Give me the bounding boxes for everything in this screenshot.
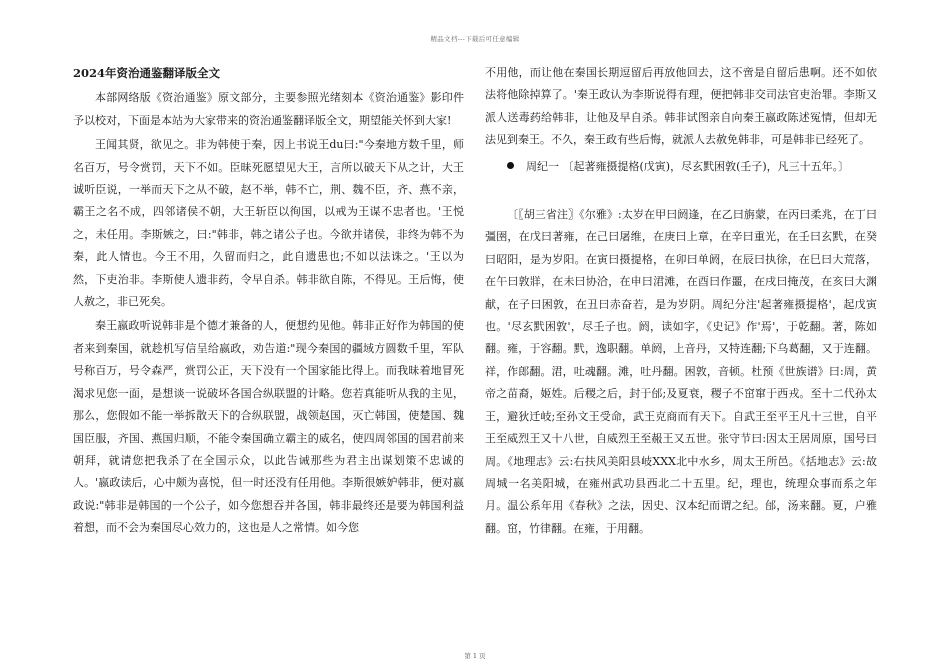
- translation-continued-paragraph: 不用他，而让他在秦国长期逗留后再放他回去，这不啻是自留后患啊。还不如依法将他除掉算了。'秦王政认为李斯说得有理，便把韩非交司法官吏治罪。李斯又派人送毒药给韩非，让他及早自杀。韩非试图亲自向秦王嬴政陈述冤情，但却无法见到秦王。不久，秦王政有些后悔，就派人去赦免韩非，可是韩非已经死了。: [485, 66, 877, 147]
- page-footer: 第 1 页: [464, 652, 486, 660]
- spacer: [485, 178, 877, 204]
- chapter-bullet: [485, 156, 877, 178]
- document-title: 2024年资治通鉴翻译版全文: [73, 66, 221, 80]
- left-column: [73, 62, 464, 540]
- original-text-paragraph: 王闻其贤，欲见之。非为韩使于秦，因上书说王du曰:"今秦地方数千里，师名百万，号令赏罚，天下不如。臣昧死愿望见大王，言所以破天下从之计，大王诚听臣说，一举而天下之从不破，赵不举，韩不亡，荆、魏不臣，齐、燕不亲，霸王之名不成，四邻诸侯不朝，大王斩臣以徇国，以戒为王谋不忠者也。'王悦之，未任用。李斯嫉之，曰:"韩非，韩之诸公子也。今欲并诸侯，非终为韩不为秦，此人情也。今王不用，久留而归之，此自遗患也;不如以法诛之。'王以为然，下吏治非。李斯使人遗非药，令早自杀。韩非欲自陈，不得见。王后悔，使人赦之，非已死矣。: [73, 138, 464, 309]
- page-header: 精品文档---下载后可任意编辑: [430, 35, 520, 43]
- translation-paragraph: 秦王嬴政听说韩非是个德才兼备的人，便想约见他。韩非正好作为韩国的使者来到秦国，就趁机写信呈给嬴政，劝告道:"现今秦国的疆域方圆数千里，军队号称百万，号令森严，赏罚公正，天下没有一个国家能比得上。而我昧着地冒死渴求见您一面，是想谈一说破坏各国合纵联盟的计略。您若真能听从我的主见，那么，您假如不能一举拆散天下的合纵联盟，战领赵国，灭亡韩国，使楚国、魏国臣服，齐国、燕国归顺，不能令秦国确立霸主的威名，使四周邻国的国君前来朝拜，就请您把我杀了在全国示众，以此告诫那些为君主出谋划策不忠诚的人。'嬴政读后，心中颇为喜悦，但一时还没有任用他。李斯很嫉妒韩非，便对嬴政说:"韩非是韩国的一个公子，如今您想吞并各国，韩非最终还是要为韩国利益着想，而不会为秦国尽心效力的，这也是人之常情。如今您: [73, 319, 464, 535]
- bullet-dot-icon: [507, 162, 514, 169]
- intro-paragraph: 本部网络版《资治通鉴》原文部分，主要参照光绪刻本《资治通鉴》影印件予以校对，下面是本站为大家带来的资治通鉴翻译版全文，期望能关怀到大家!: [73, 91, 464, 127]
- right-column: [485, 62, 877, 540]
- chapter-heading: 周纪一 〔起著雍摄提格(戊寅)，尽玄黓困敦(壬子)，凡三十五年。〕: [526, 159, 850, 173]
- annotation-paragraph: 〔〖胡三省注〗《尔雅》:太岁在甲曰阏逢，在乙曰旃蒙，在丙曰柔兆，在丁曰彊圉，在戊曰著雍，在己曰屠维，在庚曰上章，在辛曰重光，在壬曰玄黓，在癸曰昭阳，是为岁阳。在寅曰摄提格，在卯曰单阏，在辰曰执徐，在巳曰大荒落，在午曰敦牂，在未曰协洽，在申曰涒滩，在酉曰作噩，在戌曰掩茂，在亥曰大渊献，在子曰困敦，在丑曰赤奋若，是为岁阴。周纪分注'起著雍摄提格'，起戊寅也。'尽玄黓困敦'，尽壬子也。阏，读如字，《史记》作'焉'，于乾翻。著，陈如翻。雍，于容翻。黓，逸职翻。单阏，上音丹，又特连翻;下乌葛翻，又于连翻。祥，作郎翻。涒，吐魂翻。滩，吐丹翻。困敦，音顿。杜预《世族谱》曰:周，黄帝之苗裔，姬姓。后稷之后，封于邰;及夏衰，稷子不窋窜于西戎。至十二代孙太王，避狄迁岐;至孙文王受命，武王克商而有天下。自武王至平王凡十三世，自平王至威烈王又十八世，自威烈王至赧王又五世。张守节曰:因太王居周原，国号曰周。《地理志》云:右扶风美阳县岐XXX北中水乡，周太王所邑。《括地志》云:故周城一名美阳城，在雍州武功县西北二十五里。纪，理也，统理众事而系之年月。温公系年用《春秋》之法，因史、汉本纪而谓之纪。邰，汤来翻。夏，户雅翻。窋，竹律翻。在雍，于用翻。: [485, 208, 877, 535]
